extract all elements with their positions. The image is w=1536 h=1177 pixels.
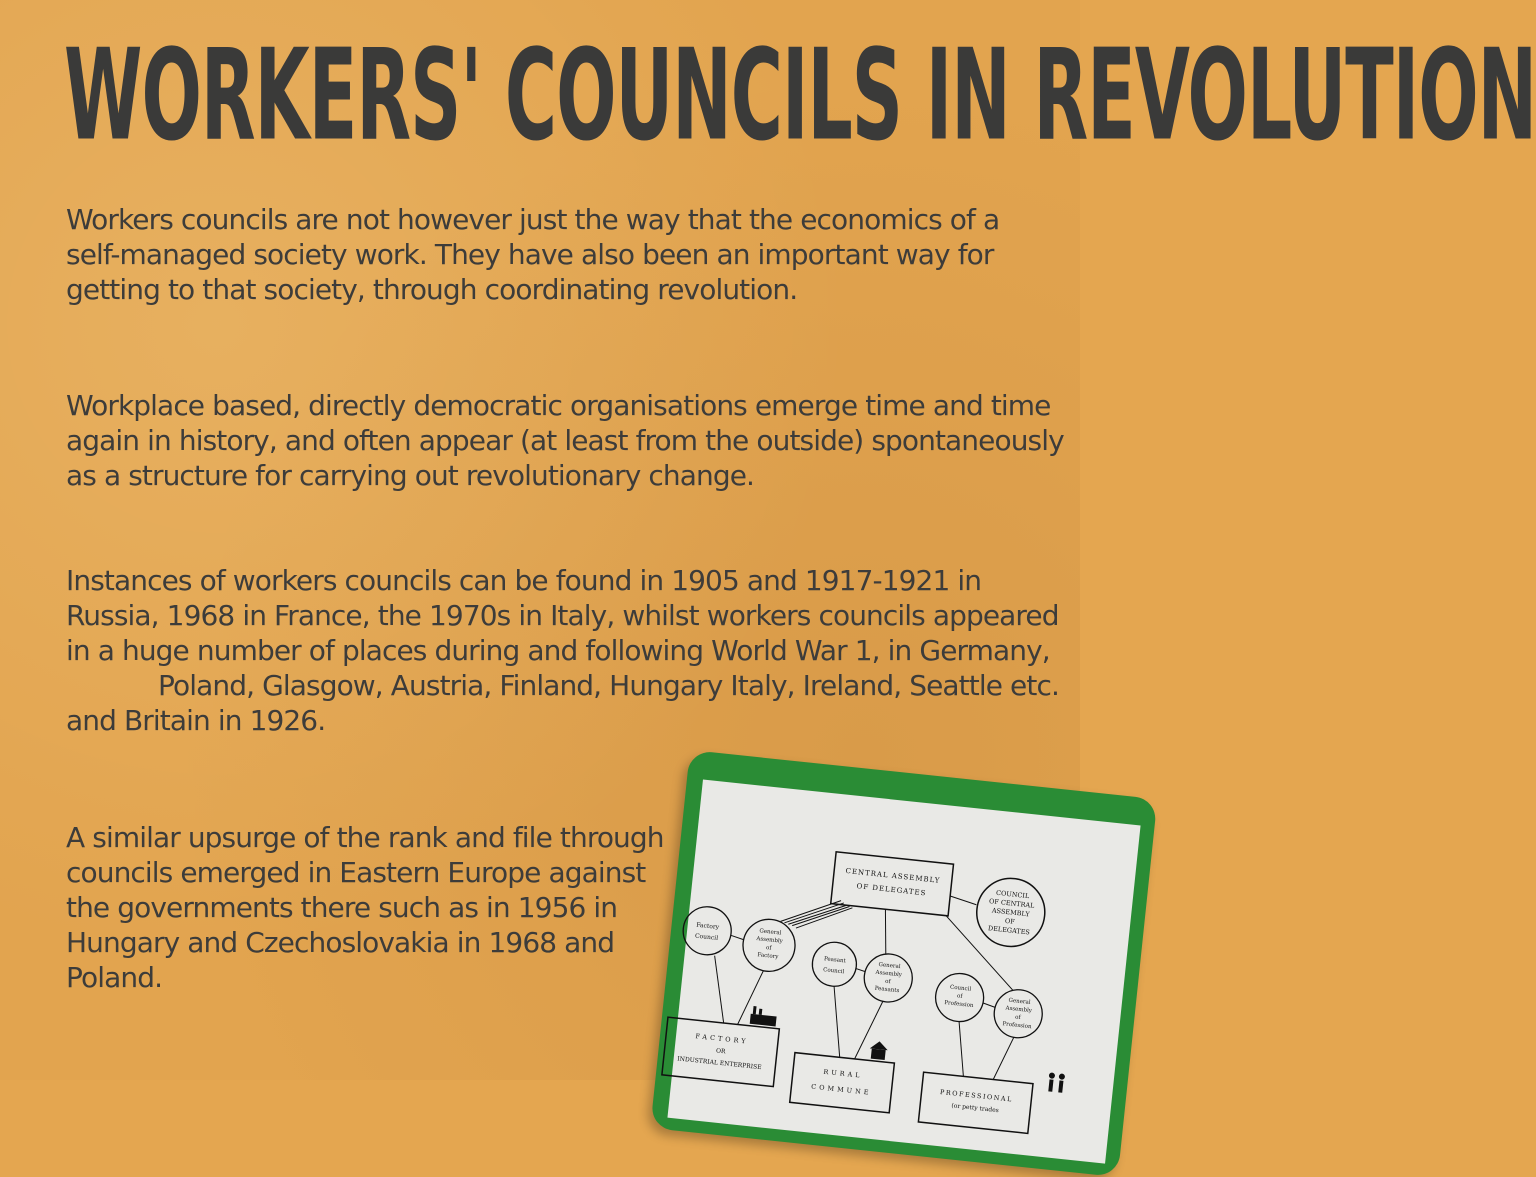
link-peasants-central: [881, 909, 891, 953]
factory-council-circle: [681, 904, 734, 957]
gen-peasants-label-3: of: [884, 978, 891, 986]
link-prof-council: [953, 1022, 969, 1077]
delegate-lines: [780, 895, 853, 934]
general-assembly-profession-circle: [992, 987, 1045, 1040]
peasant-council-circle: [810, 940, 858, 988]
paragraph-workplace-organisations: Workplace based, directly democratic organisations emerge time and time again in history, and often appear (at least from the outside) spontaneously as a structure for carrying out revolutionary change.: [66, 389, 1064, 492]
gen-factory-label-1: General: [759, 928, 782, 937]
farm-icon: [869, 1040, 889, 1060]
paragraph-instances: [66, 563, 1066, 738]
peasant-council-label-2: Council: [822, 967, 845, 976]
factory-icon: [750, 1006, 778, 1027]
council-prof-label-1: Council: [949, 984, 972, 993]
central-assembly-label-1: CENTRAL ASSEMBLY: [845, 866, 941, 885]
link-profession-councils: [983, 1003, 995, 1007]
gen-factory-label-3: of: [765, 945, 772, 952]
council-prof-label-3: Profession: [944, 999, 974, 1010]
council-diagram: [667, 780, 1140, 1164]
people-icon: [1047, 1072, 1065, 1093]
paragraph-self-managed: Workers councils are not however just the way that the economics of a self-managed society work. They have also been an important way for getting to that society, through coordinating revolution.: [66, 203, 1000, 306]
paragraph-instances-part-2: Poland, Glasgow, Austria, Finland, Hungary Italy, Ireland, Seattle etc. and Britain in 1926.: [66, 669, 1059, 737]
paragraph-instances-part-1: Instances of workers councils can be found in 1905 and 1917-1921 in Russia, 1968 in France, the 1970s in Italy, whilst workers councils appeared in a huge number of places during and following World War 1, in Germany,: [66, 564, 1059, 667]
paragraph-eastern-europe: A similar upsurge of the rank and file through councils emerged in Eastern Europe against the governments there such as in 1956 in Hungary and Czechoslovakia in 1968 and Poland.: [66, 821, 664, 994]
factory-box-label-3: INDUSTRIAL ENTERPRISE: [676, 1055, 762, 1072]
link-peasant-councils: [856, 969, 865, 972]
council-prof-label-2: of: [956, 993, 963, 1000]
link-factory-councils: [731, 935, 744, 939]
link-prof-assembly: [993, 1036, 1014, 1081]
rural-box-label-1: RURAL: [823, 1067, 863, 1080]
central-assembly-label-2: OF DELEGATES: [856, 882, 927, 898]
gen-factory-label-2: Assembly: [756, 935, 784, 945]
gen-prof-label-3: of: [1014, 1014, 1021, 1021]
prof-box-label-1: PROFESSIONAL: [939, 1088, 1014, 1104]
peasant-council-label-1: Peasant: [823, 956, 846, 965]
page-title: WORKERS' COUNCILS IN REVOLUTION: [64, 21, 1536, 169]
council-central-label-5: DELEGATES: [987, 924, 1031, 937]
factory-council-label-2: Council: [694, 932, 719, 942]
gen-prof-label-2: Assembly: [1005, 1005, 1033, 1015]
professional-box: [918, 1072, 1033, 1133]
factory-box-label-2: OR: [715, 1047, 726, 1056]
gen-peasants-label-2: Assembly: [875, 969, 903, 979]
general-assembly-peasants-circle: [862, 952, 915, 1005]
gen-peasants-label-1: General: [878, 961, 901, 971]
prof-box-label-2: (or petty trades: [951, 1102, 1000, 1115]
factory-box-label-1: FACTORY: [695, 1032, 749, 1046]
council-central-label-1: COUNCIL: [995, 888, 1030, 901]
link-factory-council: [708, 956, 731, 1023]
diagram-card: [650, 750, 1157, 1177]
link-rural-council: [827, 986, 847, 1057]
rural-box-label-2: COMMUNE: [810, 1082, 872, 1097]
rural-commune-box: [790, 1053, 895, 1113]
factory-council-label-1: Factory: [695, 921, 720, 931]
council-central-label-3: ASSEMBLY: [991, 906, 1031, 919]
link-central-council: [950, 896, 977, 905]
council-central-label-4: OF: [1004, 916, 1016, 926]
council-central-label-2: OF CENTRAL: [988, 897, 1035, 910]
gen-prof-label-4: Profession: [1002, 1021, 1032, 1031]
gen-prof-label-1: General: [1008, 997, 1031, 1006]
council-diagram-svg: [667, 780, 1140, 1164]
gen-factory-label-4: Factory: [757, 952, 779, 961]
gen-peasants-label-4: Peasants: [874, 985, 900, 995]
